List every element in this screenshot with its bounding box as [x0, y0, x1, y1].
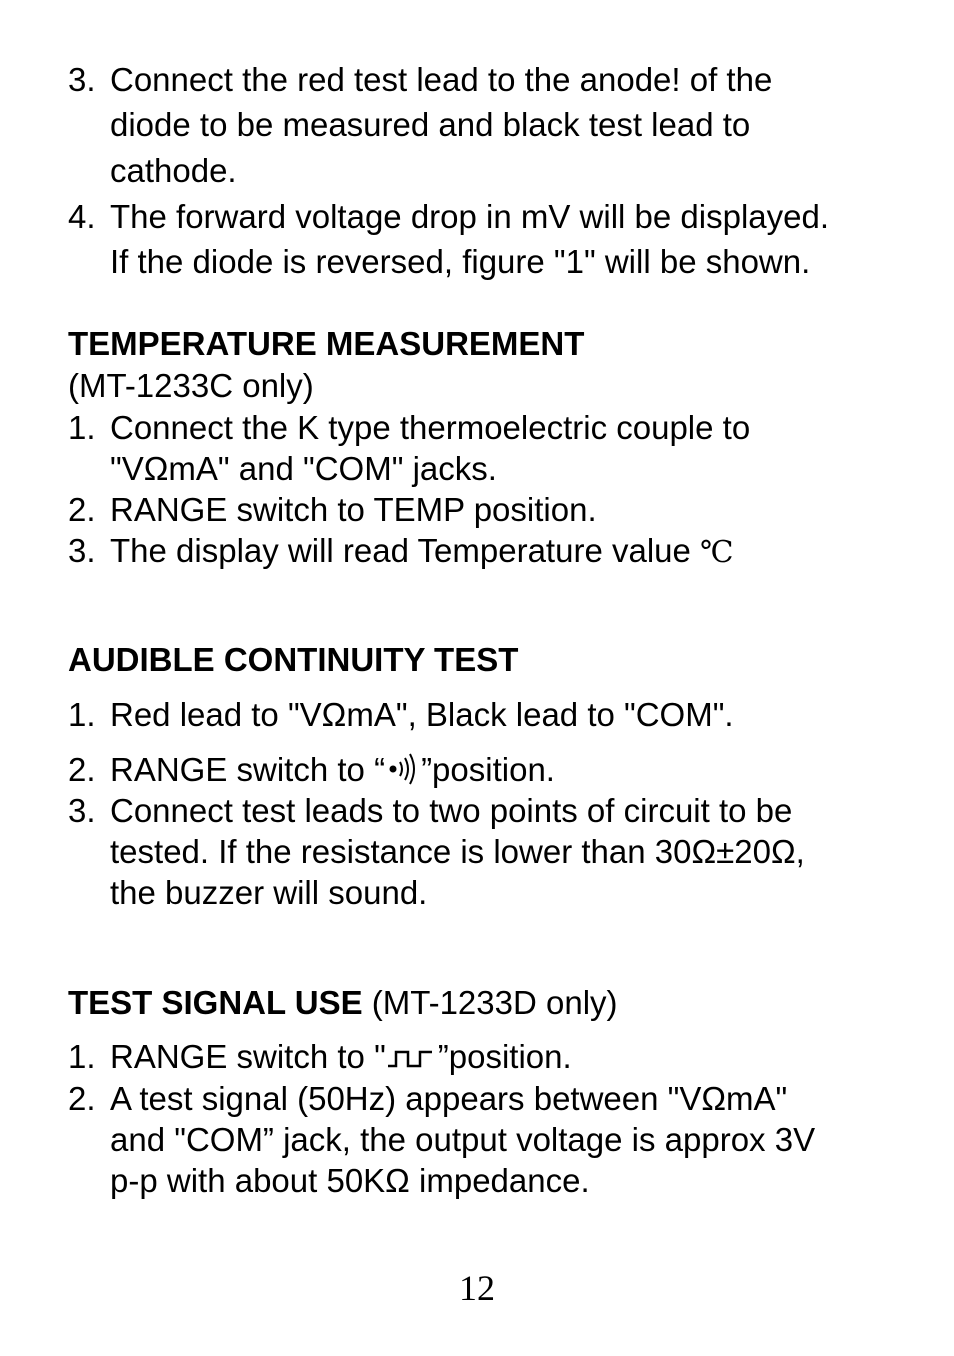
item-text-line [110, 1037, 572, 1081]
item-number: 2. [68, 491, 96, 528]
item-text-line: the buzzer will sound. [110, 874, 428, 911]
temperature-note: (MT-1233C only) [68, 367, 314, 404]
buzzer-icon [385, 751, 421, 794]
item-text-line [110, 750, 555, 794]
item-text-before: RANGE switch to “ [110, 751, 386, 788]
item-number: 2. [68, 1080, 96, 1117]
item-text-before: RANGE switch to " [110, 1038, 386, 1075]
item-text-line: Connect the K type thermoelectric couple to [110, 409, 751, 446]
item-number: 3. [68, 532, 96, 569]
item-text-after: ”position. [437, 1038, 572, 1075]
page-number: 12 [459, 1268, 495, 1308]
item-text-line: Connect the red test lead to the anode! of the [110, 61, 773, 98]
item-number: 1. [68, 409, 96, 446]
temperature-heading: TEMPERATURE MEASUREMENT [68, 325, 585, 362]
item-text-line: p-p with about 50KΩ impedance. [110, 1162, 590, 1199]
item-number: 1. [68, 1038, 96, 1075]
item-text-line: and "COM” jack, the output voltage is approx 3V [110, 1121, 816, 1158]
item-text-line: Red lead to "VΩmA", Black lead to "COM". [110, 696, 734, 733]
signal-heading-note: (MT-1233D only) [362, 984, 618, 1021]
item-text-line [110, 531, 734, 573]
item-text-line: cathode. [110, 152, 237, 189]
item-number: 4. [68, 198, 96, 235]
item-text-line: If the diode is reversed, figure "1" will be shown. [110, 243, 811, 280]
item-number: 2. [68, 751, 96, 788]
square-wave-icon [386, 1041, 438, 1081]
signal-heading [68, 983, 618, 1023]
item-text-line: A test signal (50Hz) appears between "VΩmA" [110, 1080, 788, 1117]
item-text-line: RANGE switch to TEMP position. [110, 491, 597, 528]
signal-heading-title: TEST SIGNAL USE [68, 984, 363, 1021]
item-text-after: ”position. [421, 751, 555, 788]
celsius-unit: ℃ [700, 535, 734, 570]
item-number: 3. [68, 792, 96, 829]
item-text-line: Connect test leads to two points of circuit to be [110, 792, 793, 829]
item-text-line: diode to be measured and black test lead to [110, 106, 751, 143]
item-text-line: The forward voltage drop in mV will be displayed. [110, 198, 830, 235]
continuity-heading: AUDIBLE CONTINUITY TEST [68, 641, 519, 678]
item-text: The display will read Temperature value [110, 532, 701, 569]
item-text-line: tested. If the resistance is lower than 30Ω±20Ω, [110, 833, 805, 870]
item-number: 1. [68, 696, 96, 733]
item-number: 3. [68, 61, 96, 98]
item-text-line: "VΩmA" and "COM" jacks. [110, 450, 497, 487]
